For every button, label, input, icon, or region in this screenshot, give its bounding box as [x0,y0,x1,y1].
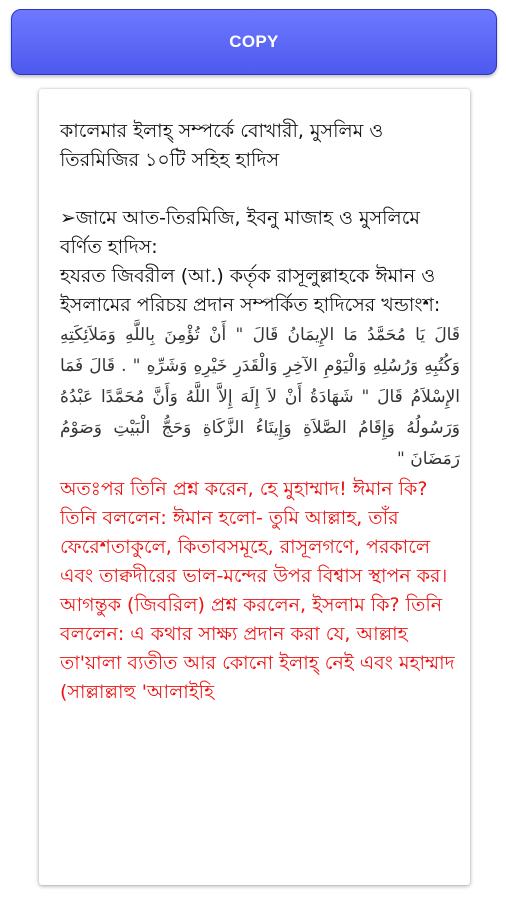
hadith-card[interactable] [39,89,470,885]
copy-button-label: COPY [229,32,279,51]
source-intro: ➢জামে আত-তিরমিজি, ইবনু মাজাহ ও মুসলিমে বর্ণিত হাদিস: [60,207,426,258]
translation-text: অতঃপর তিনি প্রশ্ন করেন, হে মুহাম্মাদ! ঈমান কি? তিনি বললেন: ঈমান হলো- তুমি আল্লাহ, তাঁর ফেরেশতাকুলে, কিতাবসমূহে, রাসূলগণে, পরকালে এবং তাক্বদীরের ভাল-মন্দের উপর বিশ্বাস স্থাপন কর। আগন্তুক (জিবরিল) প্রশ্ন করলেন, ইসলাম কি? তিনি বললেন: এ কথার সাক্ষ্য প্রদান করা যে, আল্লাহ তা'য়ালা ব্যতীত আর কোনো ইলাহ্ নেই এবং মহাম্মাদ (সাল্লাল্লাহু 'আলাইহি [60,478,461,703]
narration-text: হযরত জিবরীল (আ.) কর্তৃক রাসূলুল্লাহকে ঈমান ও ইসলামের পরিচয় প্রদান সম্পর্কিত হাদিসের খন্ডাংশ: [60,265,442,316]
hadith-text[interactable] [54,117,461,707]
arabic-text: قَالَ يَا مُحَمَّدُ مَا الإِيمَانُ قَالَ " أَنْ تُؤْمِنَ بِاللَّهِ وَمَلاَئِكَتِهِ وَكُتُبِهِ وَرُسُلِهِ وَالْيَوْمِ الآخِرِ وَالْقَدَرِ خَيْرِهِ وَشَرِّهِ " . قَالَ فَمَا الإِسْلاَمُ قَالَ " شَهَادَةُ أَنْ لاَ إِلَهَ إِلاَّ اللَّهُ وَأَنَّ مُحَمَّدًا عَبْدُهُ وَرَسُولُهُ وَإِقَامُ الصَّلاَةِ وَإِيتَاءُ الزَّكَاةِ وَحَجُّ الْبَيْتِ وَصَوْمُ رَمَضَانَ " [54,325,460,469]
copy-button[interactable] [11,9,497,75]
article-title: কালেমার ইলাহ্ সম্পর্কে বোখারী, মুসলিম ও তিরমিজির ১০টি সহিহ হাদিস [60,120,390,171]
